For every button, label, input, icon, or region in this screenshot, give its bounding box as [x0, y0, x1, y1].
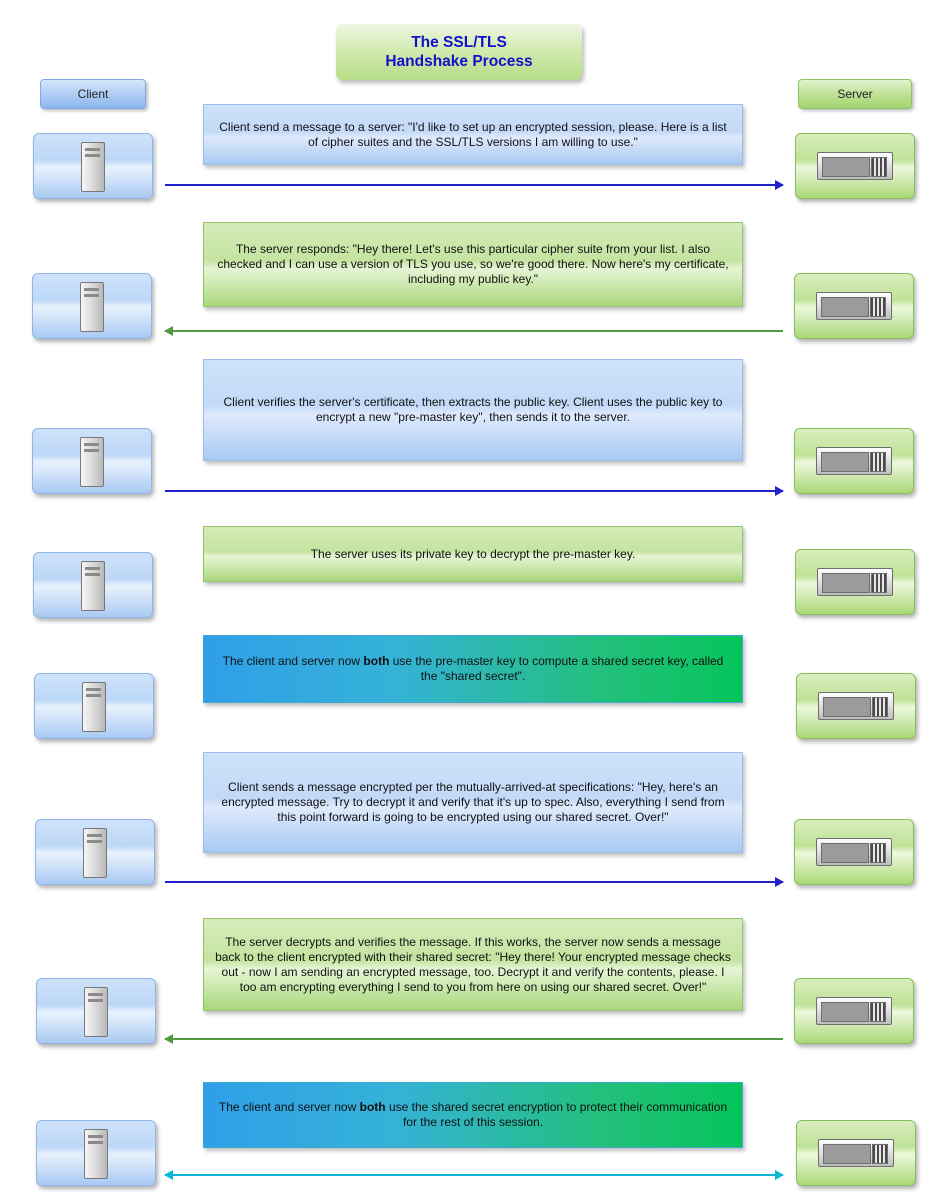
server-label: Server	[837, 87, 873, 101]
desktop-tower-icon	[81, 561, 105, 611]
desktop-tower-icon	[83, 828, 107, 878]
message-box-2	[203, 222, 743, 307]
arrow-step-7	[165, 1038, 783, 1040]
arrow-step-3	[165, 490, 783, 492]
arrow-step-2	[165, 330, 783, 332]
server-rack-icon	[816, 292, 892, 320]
server-rack-icon	[817, 568, 893, 596]
server-rack-icon	[816, 447, 892, 475]
column-header-client	[40, 79, 146, 109]
client-node-4	[33, 552, 153, 618]
message-text-5-before: The client and server now	[222, 654, 364, 668]
message-text-2: The server responds: "Hey there! Let's use this particular cipher suite from your list. I also checked and I can use a version of TLS you use, so we're good there. Now here's my certificate, including my public key."	[217, 242, 729, 286]
server-node-5	[796, 673, 916, 739]
server-node-3	[794, 428, 914, 494]
arrow-step-1	[165, 184, 783, 186]
client-node-1	[33, 133, 153, 199]
message-box-8	[203, 1082, 743, 1148]
message-text-8-after: use the shared secret encryption to protect their communication for the rest of this session.	[385, 1100, 728, 1129]
client-node-8	[36, 1120, 156, 1186]
desktop-tower-icon	[82, 682, 106, 732]
client-node-7	[36, 978, 156, 1044]
client-node-3	[32, 428, 152, 494]
client-node-2	[32, 273, 152, 339]
message-text-6: Client sends a message encrypted per the mutually-arrived-at specifications: "Hey, here's an encrypted message. Try to decrypt it and verify that it's up to spec. Also, everything I send from this point forward is going to be encrypted using our shared secret. Over!"	[221, 780, 725, 824]
desktop-tower-icon	[80, 437, 104, 487]
message-text-8-bold: both	[359, 1100, 386, 1114]
message-text-3: Client verifies the server's certificate, then extracts the public key. Client uses the public key to encrypt a new "pre-master key", then sends it to the server.	[223, 395, 723, 424]
message-text-5-after: use the pre-master key to compute a shared secret key, called the "shared secret".	[389, 654, 724, 683]
message-text-7: The server decrypts and verifies the message. If this works, the server now sends a message back to the client encrypted with their shared secret: "Hey there! Your encrypted message checks out - now I am sending an encrypted message, too. Decrypt it and verify the contents, please. I too am encrypting everything I send to you from here on using our shared secret. Over!"	[215, 934, 731, 994]
message-box-3	[203, 359, 743, 461]
server-node-7	[794, 978, 914, 1044]
desktop-tower-icon	[84, 987, 108, 1037]
server-node-4	[795, 549, 915, 615]
desktop-tower-icon	[81, 142, 105, 192]
message-text-5-bold: both	[363, 654, 390, 668]
server-node-8	[796, 1120, 916, 1186]
client-node-5	[34, 673, 154, 739]
server-rack-icon	[816, 838, 892, 866]
diagram-title	[336, 24, 582, 80]
message-box-6	[203, 752, 743, 853]
message-text-4: The server uses its private key to decrypt the pre-master key.	[310, 546, 636, 561]
message-box-5	[203, 635, 743, 703]
client-node-6	[35, 819, 155, 885]
server-node-1	[795, 133, 915, 199]
message-box-1	[203, 104, 743, 165]
title-line-1: The SSL/TLS	[411, 34, 507, 51]
server-rack-icon	[817, 152, 893, 180]
desktop-tower-icon	[84, 1129, 108, 1179]
title-line-2: Handshake Process	[385, 53, 533, 70]
arrow-step-8	[165, 1174, 783, 1176]
server-node-6	[794, 819, 914, 885]
message-text-1: Client send a message to a server: "I'd like to set up an encrypted session, please. Here is a list of cipher suites and the SSL/TLS versions I am willing to use."	[219, 119, 727, 149]
message-text-8-before: The client and server now	[218, 1100, 360, 1114]
desktop-tower-icon	[80, 282, 104, 332]
server-rack-icon	[818, 692, 894, 720]
message-box-7	[203, 918, 743, 1011]
arrow-step-6	[165, 881, 783, 883]
client-label: Client	[77, 87, 109, 101]
server-rack-icon	[818, 1139, 894, 1167]
column-header-server	[798, 79, 912, 109]
server-rack-icon	[816, 997, 892, 1025]
message-box-4	[203, 526, 743, 582]
server-node-2	[794, 273, 914, 339]
